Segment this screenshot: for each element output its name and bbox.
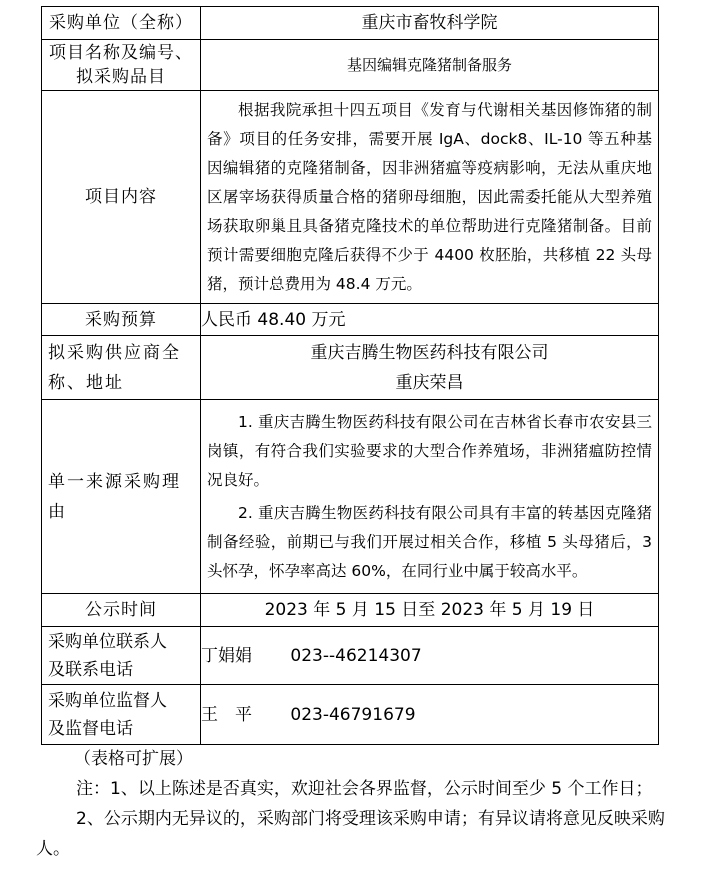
project-content-label: 项目内容 bbox=[42, 91, 201, 304]
reason-label-line1: 单一来源采购理 bbox=[48, 471, 181, 492]
supplier-address: 重庆荣昌 bbox=[395, 372, 464, 393]
supplier-label bbox=[42, 336, 201, 400]
project-name-label-line1: 项目名称及编号、 bbox=[49, 43, 193, 63]
contact-name: 丁娟娟 bbox=[201, 645, 252, 666]
procurement-form-table bbox=[41, 6, 659, 745]
supplier-label-line2: 称、地址 bbox=[48, 372, 124, 393]
row-reason bbox=[42, 400, 659, 594]
note-2: 2、公示期内无异议的，采购部门将受理该采购申请；有异议请将意见反映采购人。 bbox=[36, 809, 665, 859]
supervisor-label-line2: 及监督电话 bbox=[48, 718, 133, 739]
reason-label bbox=[42, 400, 201, 594]
budget-label: 采购预算 bbox=[42, 304, 201, 336]
note-1: 注：1、以上陈述是否真实，欢迎社会各界监督，公示时间至少 5 个工作日； bbox=[76, 779, 653, 799]
supplier-name: 重庆吉腾生物医药科技有限公司 bbox=[310, 342, 549, 363]
row-supervisor bbox=[42, 685, 659, 745]
project-name-value: 基因编辑克隆猪制备服务 bbox=[201, 40, 659, 91]
contact-label bbox=[42, 627, 201, 685]
project-content-text: 根据我院承担十四五项目《发育与代谢相关基因修饰猪的制备》项目的任务安排，需要开展 IgA、dock8、IL-10 等五种基因编辑猪的克隆猪制备，因非洲猪瘟等疫病影响，无法从重庆地区屠宰场获得质量合格的猪卵母细胞，因此需委托能从大型养殖场获取卵巢且具备猪克隆技术的单位帮助进行克隆猪制备。目前预计需要细胞克隆后获得不少于 4400 枚胚胎，共移植 22 头母猪，预计总费用为 48.4 万元。 bbox=[207, 100, 652, 293]
contact-label-line2: 及联系电话 bbox=[48, 659, 133, 680]
contact-phone: 023--46214307 bbox=[290, 645, 422, 666]
project-name-label bbox=[42, 40, 201, 91]
project-content-value bbox=[201, 91, 659, 304]
reason-label-line2: 由 bbox=[48, 501, 67, 522]
row-publicity-period bbox=[42, 594, 659, 627]
reason-paragraph-2: 2. 重庆吉腾生物医药科技有限公司具有丰富的转基因克隆猪制备经验，前期已与我们开展过相关合作，移植 5 头母猪后，3 头怀孕，怀孕率高达 60%，在同行业中属于较高水平。 bbox=[207, 503, 652, 580]
row-project-name bbox=[42, 40, 659, 91]
row-contact bbox=[42, 627, 659, 685]
reason-value bbox=[201, 400, 659, 594]
supervisor-value bbox=[201, 685, 659, 745]
table-expandable-note: （表格可扩展） bbox=[74, 749, 193, 769]
supervisor-phone: 023-46791679 bbox=[290, 704, 416, 725]
supervisor-name: 王 平 bbox=[201, 704, 252, 725]
reason-paragraph-1: 1. 重庆吉腾生物医药科技有限公司在吉林省长春市农安县三岗镇，有符合我们实验要求的大型合作养殖场，非洲猪瘟防控情况良好。 bbox=[207, 412, 652, 489]
notes-section bbox=[36, 744, 666, 864]
publicity-period-label: 公示时间 bbox=[42, 594, 201, 627]
supplier-value bbox=[201, 336, 659, 400]
supervisor-label-line1: 采购单位监督人 bbox=[48, 690, 167, 711]
purchasing-unit-value: 重庆市畜牧科学院 bbox=[201, 7, 659, 40]
contact-value bbox=[201, 627, 659, 685]
contact-label-line1: 采购单位联系人 bbox=[48, 631, 167, 652]
row-supplier bbox=[42, 336, 659, 400]
project-name-label-line2: 拟采购品目 bbox=[76, 67, 166, 87]
budget-value: 人民币 48.40 万元 bbox=[201, 304, 659, 336]
supplier-label-line1: 拟采购供应商全 bbox=[48, 342, 181, 363]
row-budget bbox=[42, 304, 659, 336]
row-project-content bbox=[42, 91, 659, 304]
purchasing-unit-label: 采购单位（全称） bbox=[42, 7, 201, 40]
supervisor-label bbox=[42, 685, 201, 745]
row-purchasing-unit bbox=[42, 7, 659, 40]
publicity-period-value: 2023 年 5 月 15 日至 2023 年 5 月 19 日 bbox=[201, 594, 659, 627]
